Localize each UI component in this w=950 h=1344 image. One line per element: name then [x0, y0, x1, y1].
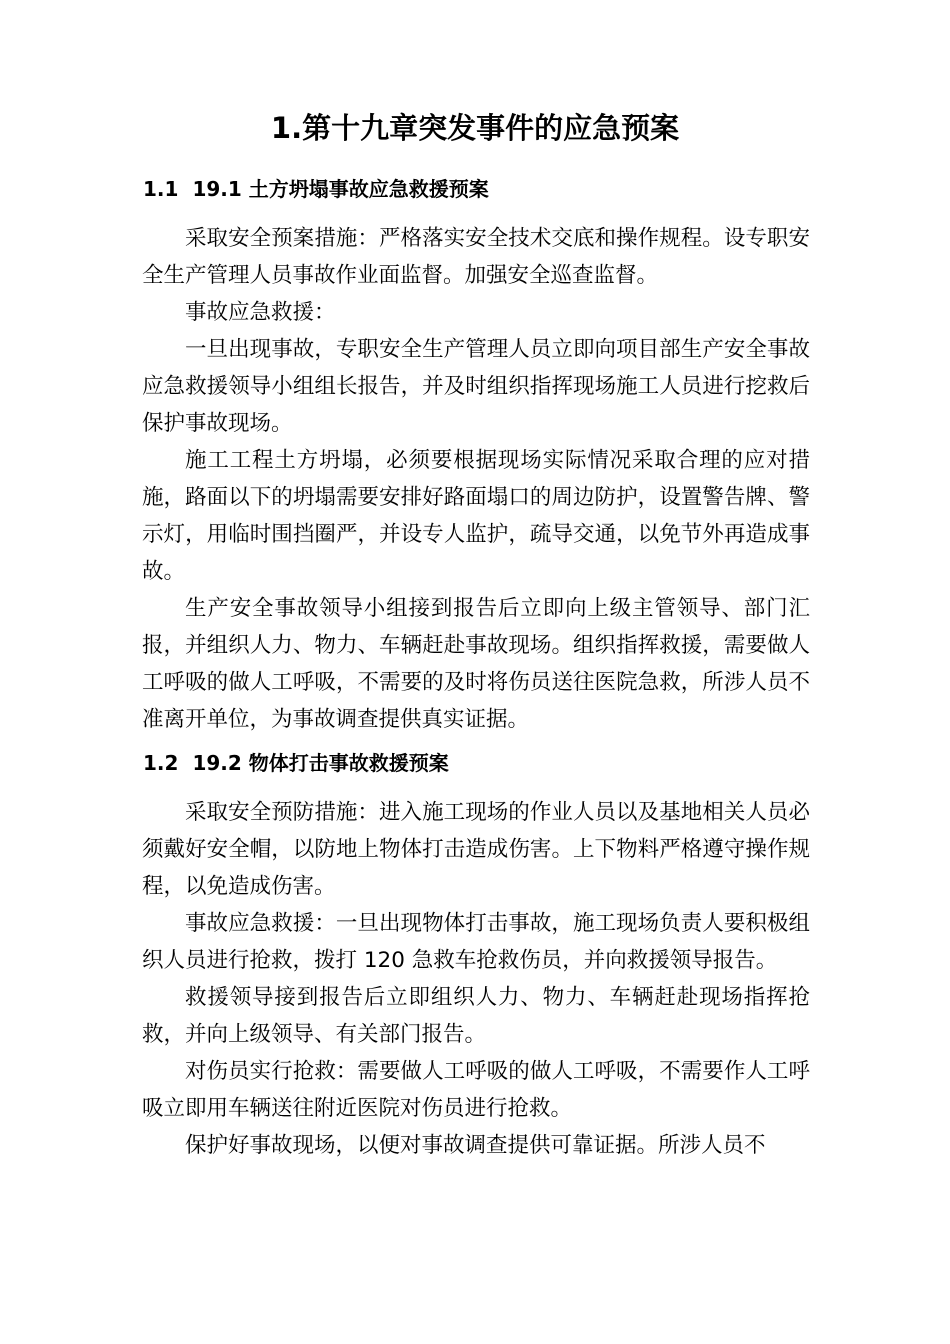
section-number: 1.2	[143, 751, 179, 775]
section-heading-2	[143, 748, 449, 778]
paragraph: 对伤员实行抢救：需要做人工呼吸的做人工呼吸，不需要作人工呼吸立即用车辆送往附近医院对伤员进行抢救。	[142, 1059, 810, 1121]
paragraph: 施工工程土方坍塌，必须要根据现场实际情况采取合理的应对措施，路面以下的坍塌需要安排好路面塌口的周边防护，设置警告牌、警示灯，用临时围挡圈严，并设专人监护，疏导交通，以免节外再造成事故。	[142, 448, 810, 584]
section-title: 19.1 土方坍塌事故应急救援预案	[192, 177, 489, 201]
paragraph: 一旦出现事故，专职安全生产管理人员立即向项目部生产安全事故应急救援领导小组组长报告，并及时组织指挥现场施工人员进行挖救后保护事故现场。	[142, 337, 810, 436]
section-body-1	[142, 220, 810, 738]
section-heading-1	[143, 174, 489, 204]
paragraph: 事故应急救援：	[185, 300, 336, 325]
paragraph: 事故应急救援：一旦出现物体打击事故，施工现场负责人要积极组织人员进行抢救，拨打 120 急救车抢救伤员，并向救援领导报告。	[142, 911, 810, 973]
section-number: 1.1	[143, 177, 179, 201]
paragraph: 采取安全预防措施：进入施工现场的作业人员以及基地相关人员必须戴好安全帽，以防地上物体打击造成伤害。上下物料严格遵守操作规程，以免造成伤害。	[142, 800, 810, 899]
paragraph: 生产安全事故领导小组接到报告后立即向上级主管领导、部门汇报，并组织人力、物力、车辆赶赴事故现场。组织指挥救援，需要做人工呼吸的做人工呼吸，不需要的及时将伤员送往医院急救，所涉人员不准离开单位，为事故调查提供真实证据。	[142, 596, 810, 732]
paragraph: 采取安全预案措施：严格落实安全技术交底和操作规程。设专职安全生产管理人员事故作业面监督。加强安全巡查监督。	[142, 226, 810, 288]
document-title: 1.第十九章突发事件的应急预案	[270, 111, 680, 145]
section-body-2	[142, 794, 810, 1164]
section-title: 19.2 物体打击事故救援预案	[192, 751, 449, 775]
paragraph: 救援领导接到报告后立即组织人力、物力、车辆赶赴现场指挥抢救，并向上级领导、有关部门报告。	[142, 985, 810, 1047]
paragraph: 保护好事故现场，以便对事故调查提供可靠证据。所涉人员不	[185, 1133, 766, 1158]
